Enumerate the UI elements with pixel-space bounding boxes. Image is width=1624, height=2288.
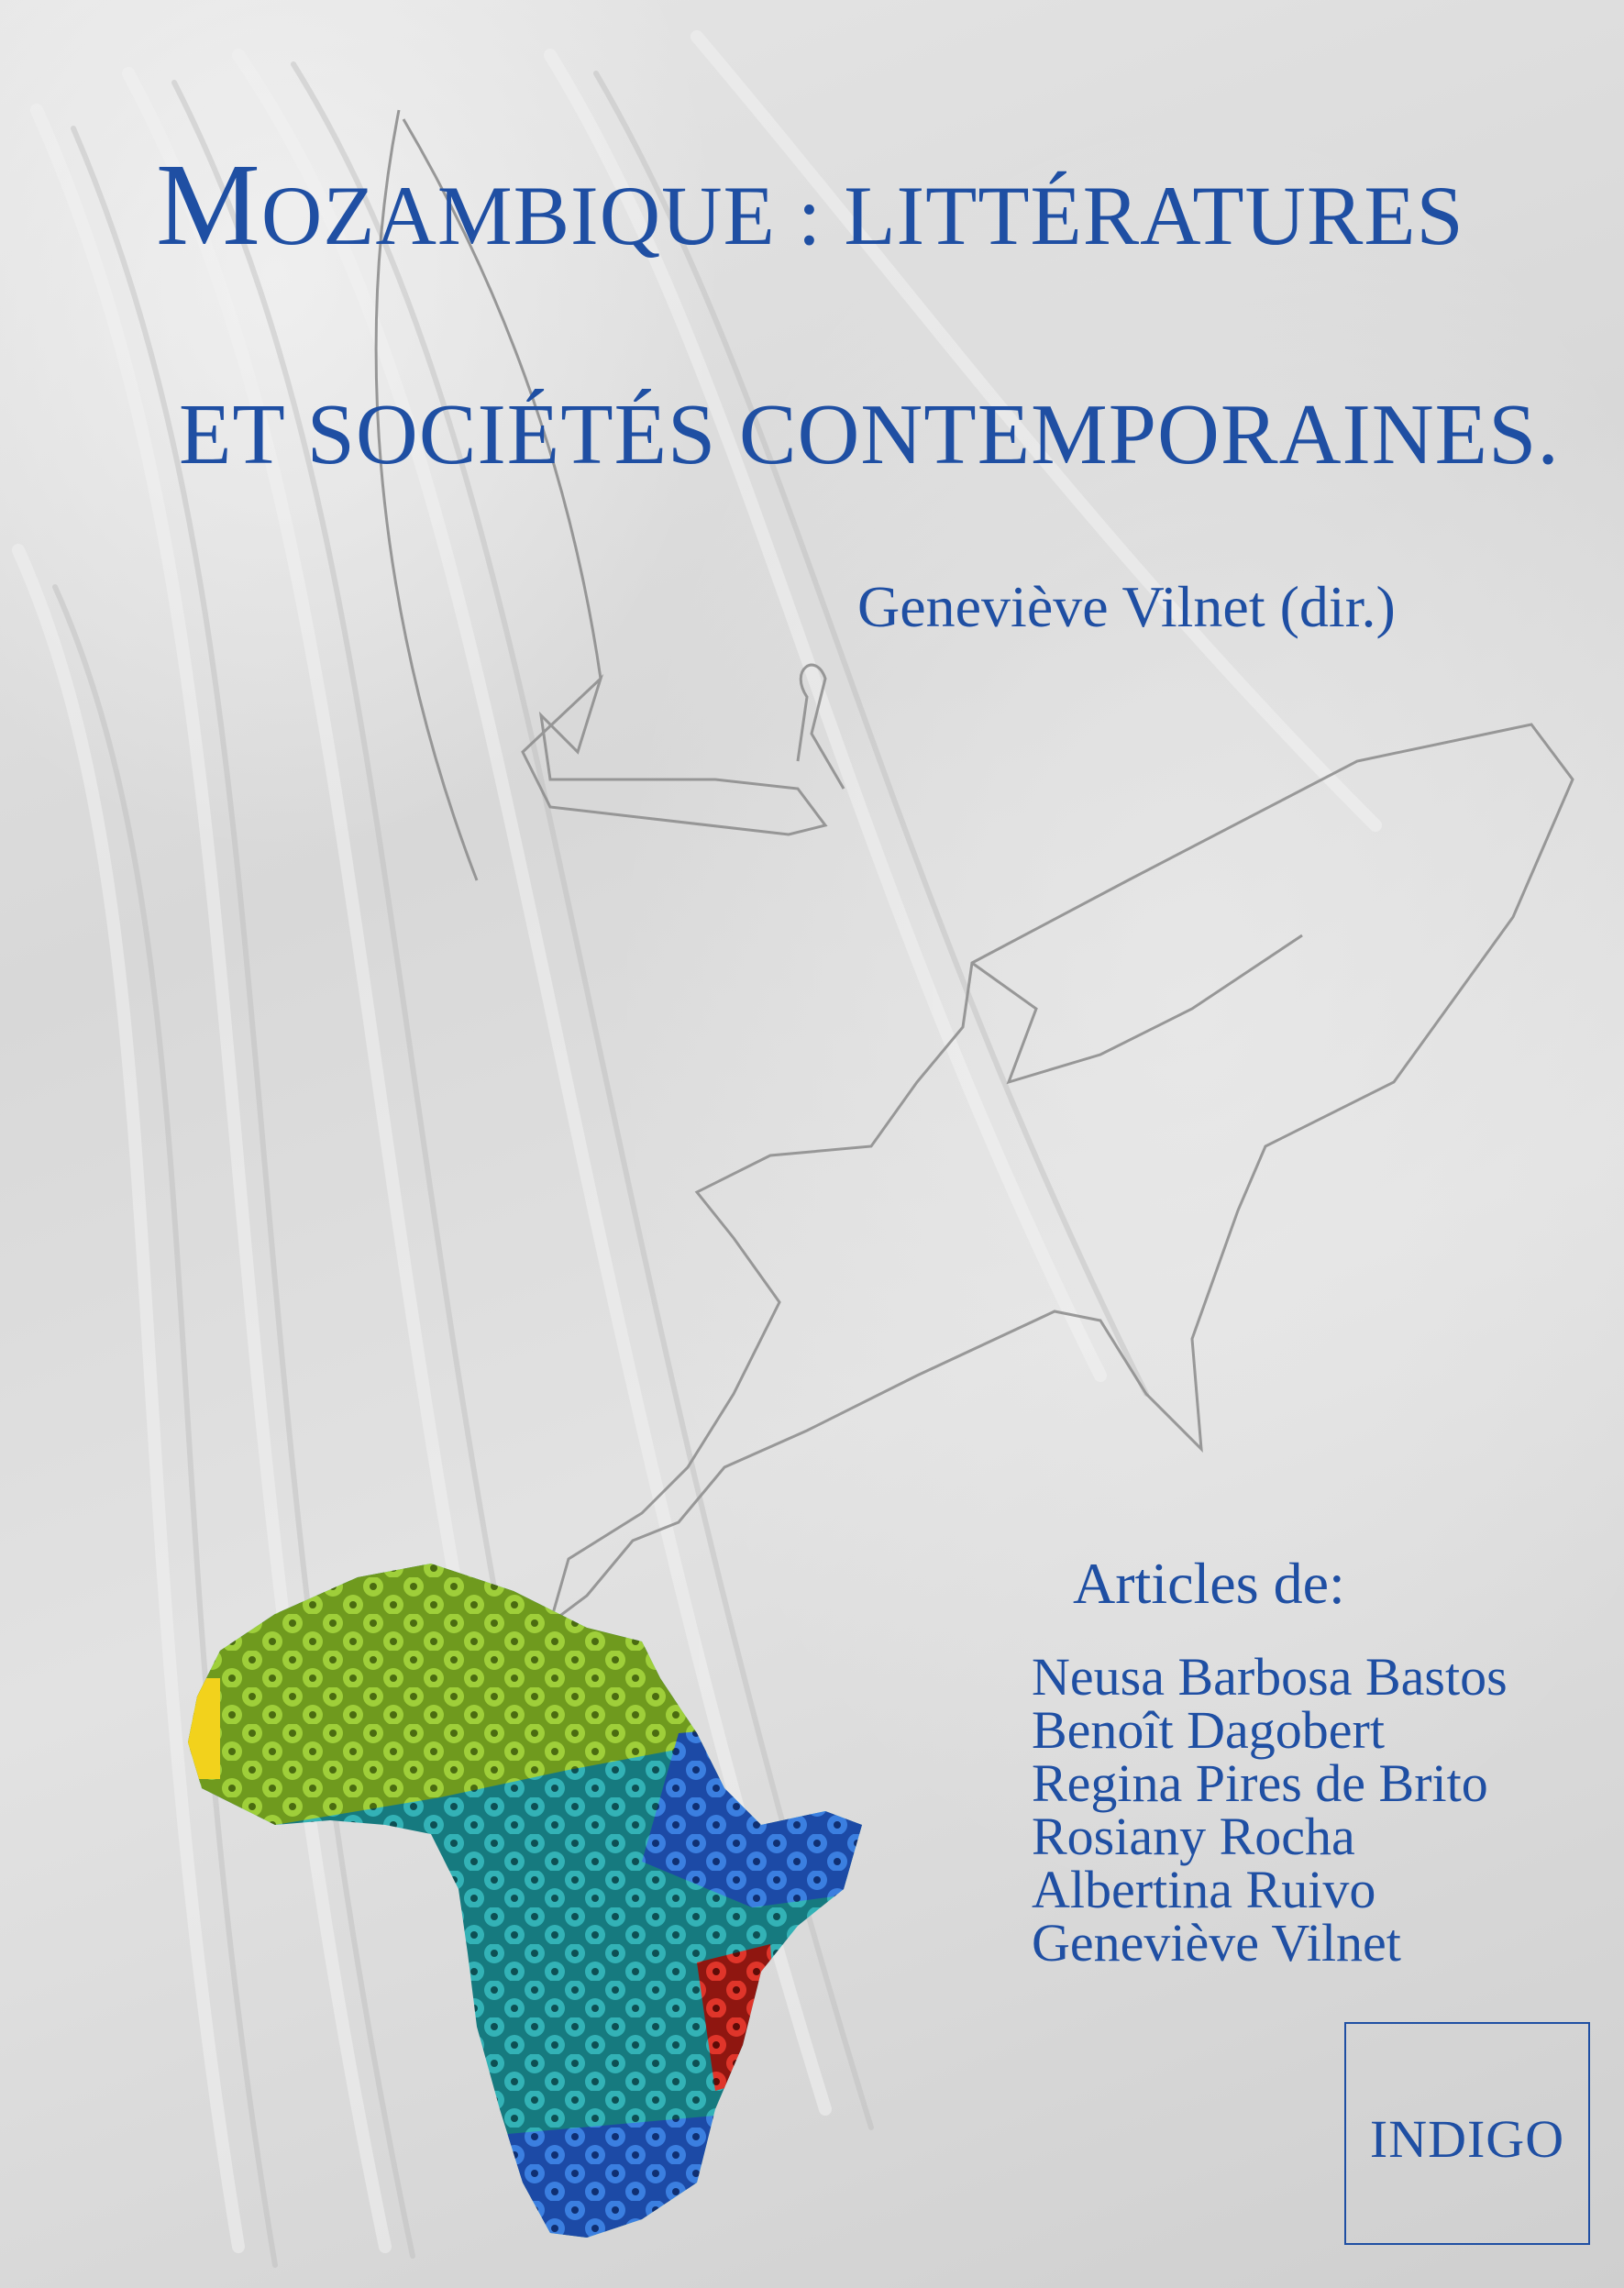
publisher-logo-box xyxy=(1344,2022,1590,2245)
author-name: Geneviève Vilnet xyxy=(1032,1913,1401,1973)
editor-name: Geneviève Vilnet (dir.) xyxy=(857,574,1396,639)
author-name: Rosiany Rocha xyxy=(1032,1807,1355,1866)
publisher-name: INDIGO xyxy=(1369,2109,1565,2169)
articles-heading: Articles de: xyxy=(1073,1551,1345,1616)
author-list xyxy=(1032,1647,1508,1973)
author-name: Neusa Barbosa Bastos xyxy=(1032,1647,1508,1707)
title-line-2: ET SOCIÉTÉS CONTEMPORAINES. xyxy=(179,387,1560,482)
title-line-1-text: OZAMBIQUE : LITTÉRATURES xyxy=(260,169,1464,262)
title-initial: M xyxy=(156,139,261,270)
author-name: Benoît Dagobert xyxy=(1032,1700,1385,1760)
author-name: Regina Pires de Brito xyxy=(1032,1753,1488,1813)
author-name: Albertina Ruivo xyxy=(1032,1860,1376,1919)
